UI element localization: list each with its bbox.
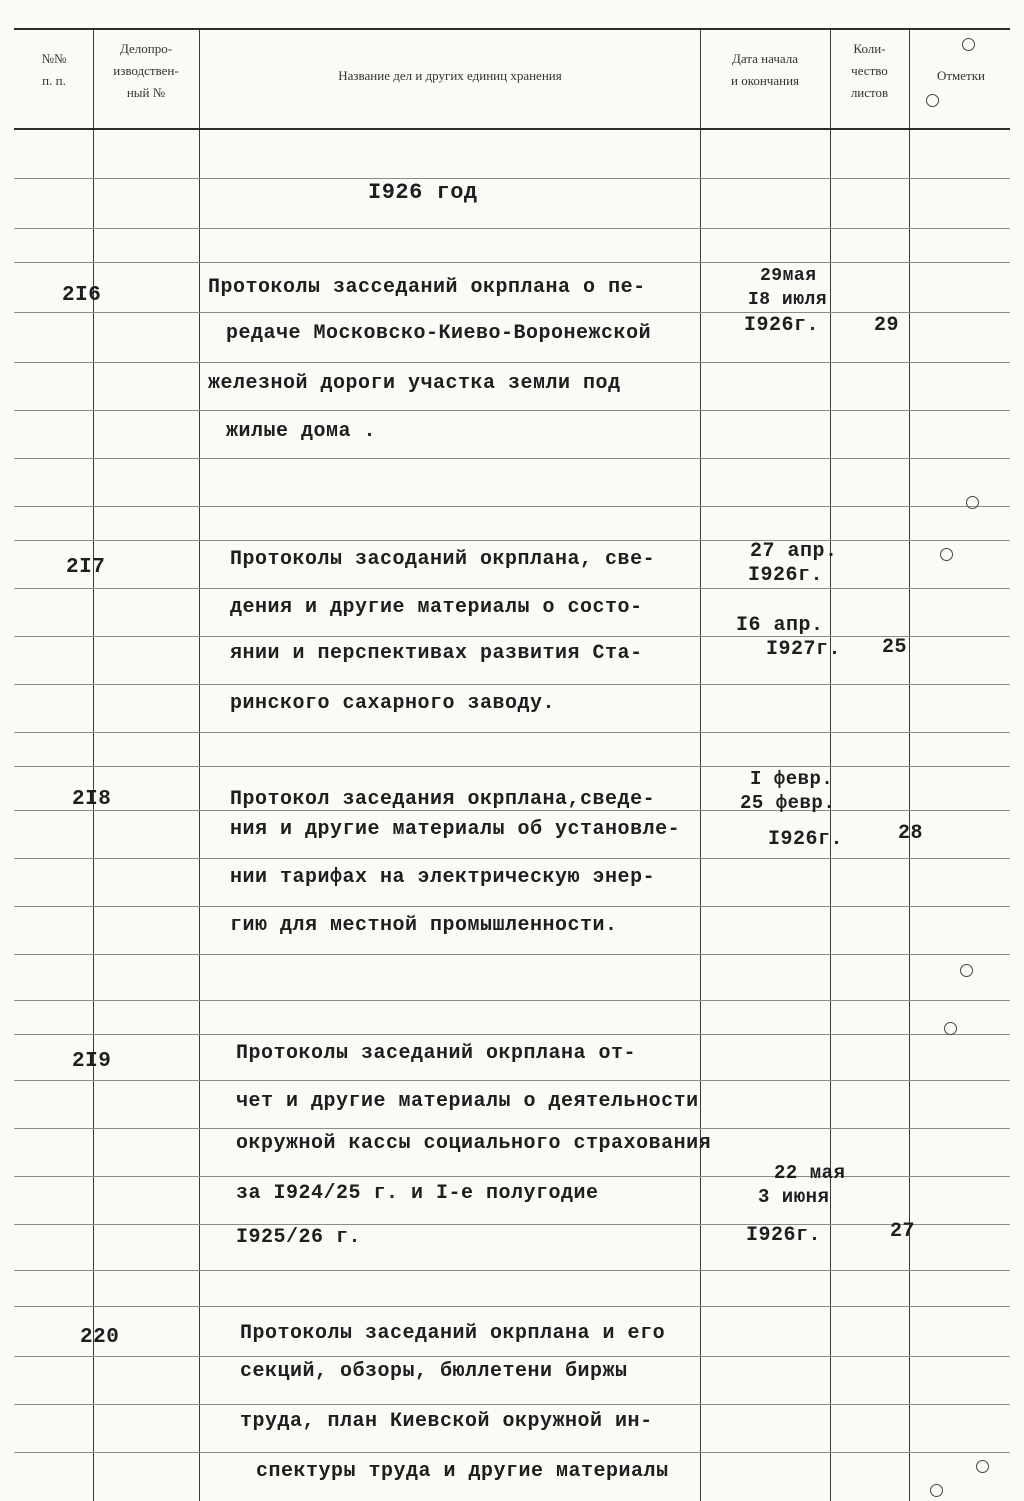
ruled-line bbox=[14, 1176, 1010, 1177]
hole-mark bbox=[944, 1022, 957, 1035]
record-date-line: I926г. bbox=[744, 314, 820, 337]
record-number: 220 bbox=[80, 1326, 120, 1349]
ruled-line bbox=[14, 684, 1010, 685]
record-date-line: I926г. bbox=[768, 828, 844, 851]
record-number: 2I6 bbox=[62, 284, 102, 307]
record-title-line: Протоколы засседаний окрплана о пе- bbox=[208, 276, 646, 299]
ruled-line bbox=[14, 906, 1010, 907]
hole-mark bbox=[960, 964, 973, 977]
record-title-line: ринского сахарного заводу. bbox=[230, 692, 556, 715]
record-sheets: 25 bbox=[882, 636, 908, 659]
record-title-line: секций, обзоры, бюллетени биржы bbox=[240, 1360, 628, 1383]
record-title-line: чет и другие материалы о деятельности bbox=[236, 1090, 699, 1113]
ruled-line bbox=[14, 1306, 1010, 1307]
record-date-line: I927г. bbox=[766, 638, 842, 661]
ruled-line bbox=[14, 1452, 1010, 1453]
ruled-line bbox=[14, 1356, 1010, 1357]
header-dates: Дата начала и окончания bbox=[730, 51, 800, 88]
ruled-line bbox=[14, 858, 1010, 859]
record-title-line: окружной кассы социального страхования bbox=[236, 1132, 712, 1155]
record-title-line: Протоколы засоданий окрплана, све- bbox=[230, 548, 656, 571]
record-date-line: 3 июня bbox=[758, 1186, 830, 1208]
header-case-number: Делопро- изводствен- ный № bbox=[113, 41, 179, 100]
record-title-line: жилые дома . bbox=[226, 420, 377, 443]
record-title-line: за I924/25 г. и I-е полугодие bbox=[236, 1182, 599, 1205]
ruled-line bbox=[14, 540, 1010, 541]
record-title-line: I925/26 г. bbox=[236, 1226, 362, 1249]
ruled-line bbox=[14, 1000, 1010, 1001]
record-date-line: I926г. bbox=[746, 1224, 822, 1247]
header-number: №№ п. п. bbox=[41, 51, 67, 88]
record-title-line: железной дороги участка земли под bbox=[208, 372, 621, 395]
ruled-line bbox=[14, 766, 1010, 767]
ruled-line bbox=[14, 954, 1010, 955]
hole-mark bbox=[940, 548, 953, 561]
ruled-line bbox=[14, 506, 1010, 507]
record-title-line: Протоколы заседаний окрплана от- bbox=[236, 1042, 637, 1065]
record-date-line: I6 апр. bbox=[736, 614, 824, 637]
record-title-line: труда, план Киевской окружной ин- bbox=[240, 1410, 653, 1433]
record-number: 2I8 bbox=[72, 788, 112, 811]
ruled-line bbox=[14, 178, 1010, 179]
ruled-line bbox=[14, 1128, 1010, 1129]
record-title-line: дения и другие материалы о состо- bbox=[230, 596, 643, 619]
header-title: Название дел и других единиц хранения bbox=[338, 68, 562, 83]
ruled-line bbox=[14, 732, 1010, 733]
record-title-line: янии и перспективах развития Ста- bbox=[230, 642, 643, 665]
record-title-line: Протоколы заседаний окрплана и его bbox=[240, 1322, 666, 1345]
hole-mark bbox=[926, 94, 939, 107]
record-number: 2I9 bbox=[72, 1050, 112, 1073]
record-sheets: 28 bbox=[898, 822, 924, 845]
header-bottom-rule bbox=[14, 128, 1010, 130]
record-title-line: спектуры труда и другие материалы bbox=[256, 1460, 669, 1483]
header-top-rule bbox=[14, 28, 1010, 30]
ruled-line bbox=[14, 458, 1010, 459]
hole-mark bbox=[966, 496, 979, 509]
hole-mark bbox=[962, 38, 975, 51]
record-date-line: I февр. bbox=[750, 768, 834, 790]
ruled-line bbox=[14, 262, 1010, 263]
record-date-line: 22 мая bbox=[774, 1162, 846, 1184]
ruled-line bbox=[14, 636, 1010, 637]
record-date-line: 25 февр. bbox=[740, 792, 836, 814]
hole-mark bbox=[930, 1484, 943, 1497]
record-title-line: редаче Московско-Киево-Воронежской bbox=[226, 322, 652, 345]
ruled-line bbox=[14, 1404, 1010, 1405]
ruled-line bbox=[14, 588, 1010, 589]
record-number: 2I7 bbox=[66, 556, 106, 579]
record-date-line: 29мая bbox=[760, 266, 817, 286]
header-notes: Отметки bbox=[936, 68, 986, 83]
ruled-line bbox=[14, 1034, 1010, 1035]
ruled-line bbox=[14, 1224, 1010, 1225]
ruled-line bbox=[14, 1080, 1010, 1081]
header-sheets: Коли- чество листов bbox=[850, 41, 889, 100]
ruled-line bbox=[14, 228, 1010, 229]
ruled-line bbox=[14, 1270, 1010, 1271]
ruled-line bbox=[14, 312, 1010, 313]
record-date-line: I926г. bbox=[748, 564, 824, 587]
record-sheets: 29 bbox=[874, 314, 900, 337]
record-title-line: гию для местной промышленности. bbox=[230, 914, 618, 937]
record-date-line: I8 июля bbox=[748, 290, 828, 310]
record-sheets: 27 bbox=[890, 1220, 916, 1243]
ruled-line bbox=[14, 410, 1010, 411]
record-date-line: 27 апр. bbox=[750, 540, 838, 563]
record-title-line: нии тарифах на электрическую энер- bbox=[230, 866, 656, 889]
year-heading: I926 год bbox=[368, 180, 478, 205]
ruled-line bbox=[14, 362, 1010, 363]
hole-mark bbox=[976, 1460, 989, 1473]
record-title-line: Протокол заседания окрплана,сведе- bbox=[230, 788, 656, 811]
record-title-line: ния и другие материалы об установле- bbox=[230, 818, 681, 841]
